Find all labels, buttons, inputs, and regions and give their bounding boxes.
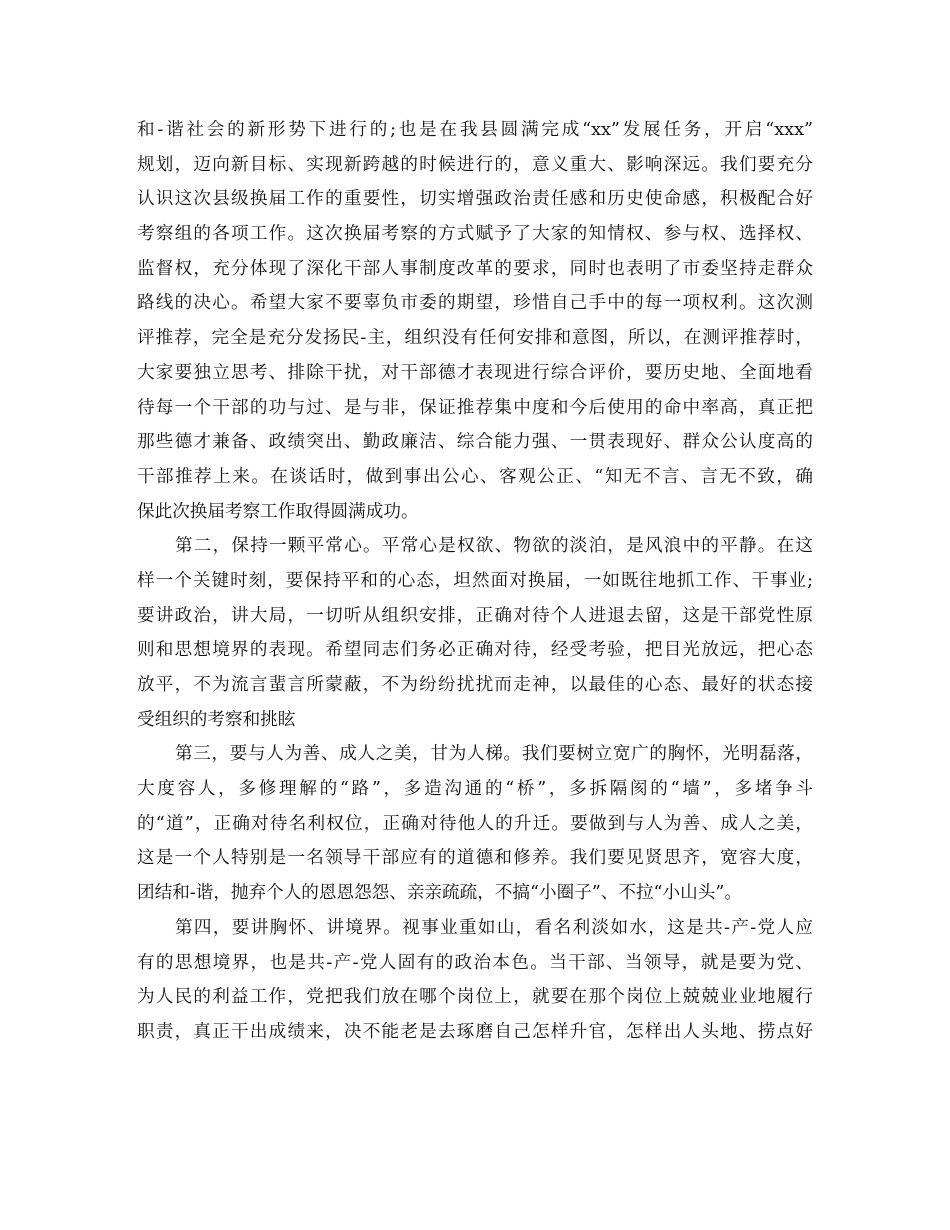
text-line: 第三，要与人为善、成人之美，甘为人梯。我们要树立宽广的胸怀，光明磊落， xyxy=(175,744,813,765)
text-line: 大度容人，多修理解的“路”，多造沟通的“桥”，多拆隔阂的“墙”，多堵争斗 xyxy=(137,779,813,800)
paragraph-2 xyxy=(137,529,813,737)
paragraph-1 xyxy=(137,113,813,529)
text-line: 路线的决心。希望大家不要辜负市委的期望，珍惜自己手中的每一项权利。这次测 xyxy=(137,293,813,314)
text-line: 第二，保持一颗平常心。平常心是权欲、物欲的淡泊，是风浪中的平静。在这 xyxy=(175,536,813,557)
text-line: 规划，迈向新目标、实现新跨越的时候进行的，意义重大、影响深远。我们要充分 xyxy=(137,154,813,175)
text-line: 待每一个干部的功与过、是与非，保证推荐集中度和今后使用的命中率高，真正把 xyxy=(137,397,813,418)
text-line: 放平，不为流言蜚言所蒙蔽，不为纷纷扰扰而走神，以最佳的心态、最好的状态接 xyxy=(137,675,813,695)
text-line: 有的思想境界，也是共-产-党人固有的政治本色。当干部、当领导，就是要为党、 xyxy=(137,952,813,973)
text-line: 评推荐，完全是充分发扬民-主，组织没有任何安排和意图，所以，在测评推荐时， xyxy=(137,328,813,349)
text-line: 认识这次县级换届工作的重要性，切实增强政治责任感和历史使命感，积极配合好 xyxy=(137,189,813,210)
text-line: 第四，要讲胸怀、讲境界。视事业重如山，看名利淡如水，这是共-产-党人应 xyxy=(175,917,813,938)
text-line: 团结和-谐，抛弃个人的恩恩怨怨、亲亲疏疏，不搞“小圈子”、不拉“小山头”。 xyxy=(137,883,742,904)
paragraph-4 xyxy=(137,911,813,1050)
text-line: 样一个关键时刻，要保持平和的心态，坦然面对换届，一如既往地抓工作、干事业; xyxy=(137,570,813,591)
text-line: 这是一个人特别是一名领导干部应有的道德和修养。我们要见贤思齐，宽容大度， xyxy=(137,848,813,869)
document-body xyxy=(137,113,813,1050)
text-line: 则和思想境界的表现。希望同志们务必正确对待，经受考验，把目光放远，把心态 xyxy=(137,640,813,661)
text-line: 受组织的考察和挑眩 xyxy=(137,709,296,730)
text-line: 要讲政治，讲大局，一切听从组织安排，正确对待个人进退去留，这是干部党性原 xyxy=(137,605,813,626)
text-line: 干部推荐上来。在谈话时，做到事出公心、客观公正、“知无不言、言无不致，确 xyxy=(137,466,813,487)
text-line: 保此次换届考察工作取得圆满成功。 xyxy=(137,501,419,522)
text-line: 职责，真正干出成绩来，决不能老是去琢磨自己怎样升官，怎样出人头地、捞点好 xyxy=(137,1021,813,1042)
text-line: 监督权，充分体现了深化干部人事制度改革的要求，同时也表明了市委坚持走群众 xyxy=(137,258,813,279)
text-line: 大家要独立思考、排除干扰，对干部德才表现进行综合评价，要历史地、全面地看 xyxy=(137,362,813,383)
text-line: 的“道”，正确对待名利权位，正确对待他人的升迁。要做到与人为善、成人之美， xyxy=(137,813,813,834)
text-line: 和-谐社会的新形势下进行的;也是在我县圆满完成“xx”发展任务，开启“xxx” xyxy=(137,120,813,140)
paragraph-3 xyxy=(137,737,813,910)
text-line: 考察组的各项工作。这次换届考察的方式赋予了大家的知情权、参与权、选择权、 xyxy=(137,224,813,245)
text-line: 为人民的利益工作，党把我们放在哪个岗位上，就要在那个岗位上兢兢业业地履行 xyxy=(137,987,813,1008)
text-line: 那些德才兼备、政绩突出、勤政廉洁、综合能力强、一贯表现好、群众公认度高的 xyxy=(137,432,813,453)
